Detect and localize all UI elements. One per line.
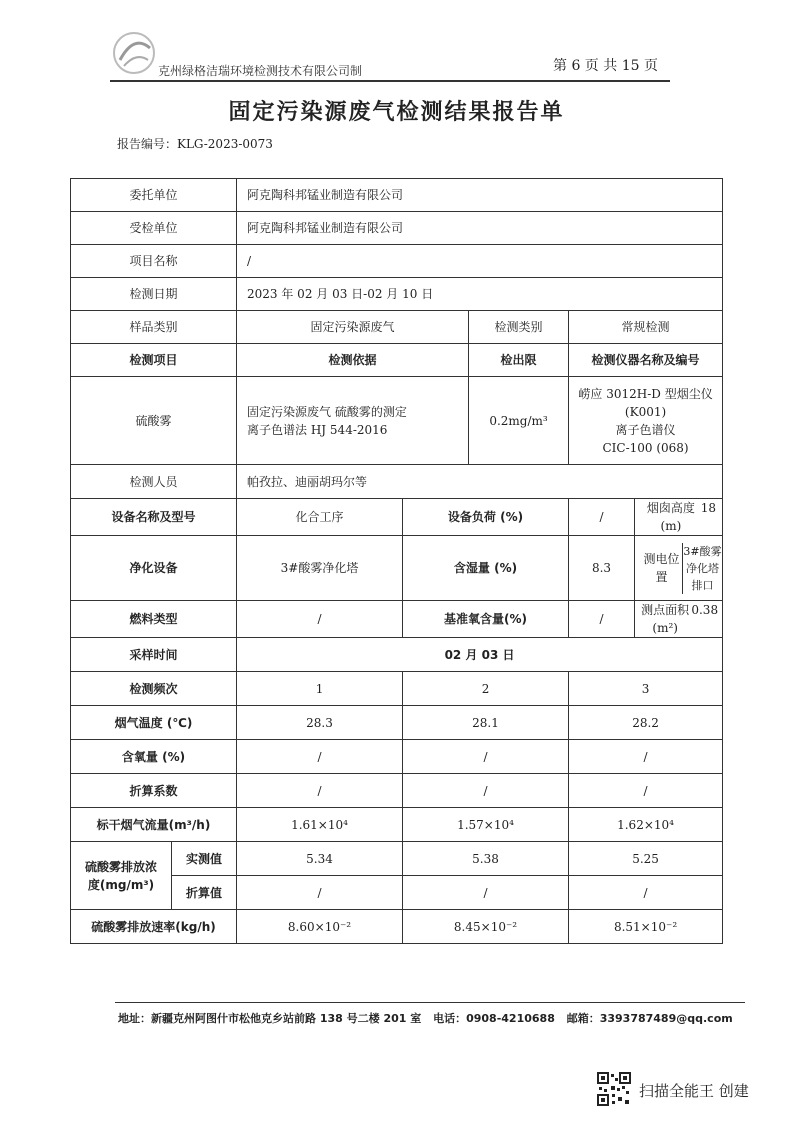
footer <box>118 1010 741 1026</box>
page-title: 固定污染源废气检测结果报告单 <box>228 99 565 125</box>
converted-2: / <box>403 876 569 910</box>
header-divider <box>110 80 670 82</box>
instrument-line1: 崂应 3012H-D 型烟尘仪 <box>578 386 713 401</box>
coef-label: 折算系数 <box>71 774 237 808</box>
row-coefficient <box>71 774 723 808</box>
equipment-name-label: 设备名称及型号 <box>71 499 237 536</box>
fuel-label: 燃料类型 <box>71 601 237 638</box>
instrument-line3: 离子色谱仪 <box>615 422 676 437</box>
row-project <box>71 245 723 278</box>
item-header: 检测项目 <box>71 344 237 377</box>
basis-value <box>237 377 469 465</box>
rate-2: 8.45×10⁻² <box>403 910 569 944</box>
inspected-label: 受检单位 <box>71 212 237 245</box>
basis-header: 检测依据 <box>237 344 469 377</box>
temp-2: 28.1 <box>403 706 569 740</box>
test-type-value: 常规检测 <box>569 311 723 344</box>
oxygen-3: / <box>569 740 723 774</box>
basis-line1: 固定污染源废气 硫酸雾的测定 <box>247 404 407 419</box>
converted-label: 折算值 <box>172 876 237 910</box>
measured-label: 实测值 <box>172 842 237 876</box>
report-number: 报告编号：KLG-2023-0073 <box>117 137 273 151</box>
limit-value: 0.2mg/m³ <box>469 377 569 465</box>
chimney-value: 18 <box>700 501 717 515</box>
sample-type-value: 固定污染源废气 <box>237 311 469 344</box>
temp-3: 28.2 <box>569 706 723 740</box>
row-method <box>71 377 723 465</box>
flow-2: 1.57×10⁴ <box>403 808 569 842</box>
footer-phone: 电话：0908-4210688 <box>433 1012 555 1025</box>
instrument-line2: (K001) <box>624 404 667 419</box>
purify-value: 3#酸雾净化塔 <box>237 536 403 601</box>
purify-label: 净化设备 <box>71 536 237 601</box>
moisture-value: 8.3 <box>569 536 635 601</box>
point-line3: 排口 <box>691 578 714 592</box>
sampling-label: 采样时间 <box>71 638 237 672</box>
row-flow <box>71 808 723 842</box>
client-label: 委托单位 <box>71 179 237 212</box>
row-fuel <box>71 601 723 638</box>
footer-address: 地址：新疆克州阿图什市松他克乡站前路 138 号二楼 201 室 <box>118 1012 422 1025</box>
page-number: 第 6 页 共 15 页 <box>553 58 658 74</box>
row-client <box>71 179 723 212</box>
row-sample-type <box>71 311 723 344</box>
rate-3: 8.51×10⁻² <box>569 910 723 944</box>
coef-1: / <box>237 774 403 808</box>
footer-email: 邮箱：3393787489@qq.com <box>566 1012 733 1025</box>
results-table <box>70 178 723 944</box>
row-oxygen <box>71 740 723 774</box>
measured-1: 5.34 <box>237 842 403 876</box>
flow-3: 1.62×10⁴ <box>569 808 723 842</box>
row-purify <box>71 536 723 601</box>
row-measured <box>71 842 723 876</box>
temp-1: 28.3 <box>237 706 403 740</box>
chimney-label: 烟囱高度 (m) <box>646 501 695 533</box>
project-value: / <box>237 245 723 278</box>
freq-1: 1 <box>237 672 403 706</box>
company-logo <box>110 30 158 76</box>
qr-code-icon <box>597 1072 631 1106</box>
equipment-name-value: 化合工序 <box>237 499 403 536</box>
sampling-date: 02 月 03 日 <box>237 638 723 672</box>
freq-3: 3 <box>569 672 723 706</box>
point-line2: 净化塔 <box>685 561 719 575</box>
area-cell <box>635 601 723 638</box>
converted-3: / <box>569 876 723 910</box>
conc-label-line2: 度(mg/m³) <box>87 877 155 892</box>
basis-line2: 离子色谱法 HJ 544-2016 <box>247 422 388 437</box>
row-date <box>71 278 723 311</box>
oxygen-label: 含氧量 (%) <box>71 740 237 774</box>
area-label: 测点面积(m²) <box>641 603 690 635</box>
moisture-label: 含湿量 (%) <box>403 536 569 601</box>
load-label: 设备负荷 (%) <box>403 499 569 536</box>
row-temperature <box>71 706 723 740</box>
flow-label: 标干烟气流量(m³/h) <box>71 808 237 842</box>
row-inspected <box>71 212 723 245</box>
test-type-label: 检测类别 <box>469 311 569 344</box>
project-label: 项目名称 <box>71 245 237 278</box>
point-cell <box>635 536 723 601</box>
measured-3: 5.25 <box>569 842 723 876</box>
flow-1: 1.61×10⁴ <box>237 808 403 842</box>
personnel-label: 检测人员 <box>71 465 237 499</box>
load-value: / <box>569 499 635 536</box>
footer-divider <box>115 1002 745 1003</box>
row-method-header <box>71 344 723 377</box>
instrument-line4: CIC-100 (068) <box>602 440 689 455</box>
temp-label: 烟气温度 (℃) <box>71 706 237 740</box>
row-rate <box>71 910 723 944</box>
instrument-value <box>569 377 723 465</box>
scanner-watermark: 扫描全能王 创建 <box>639 1082 749 1100</box>
limit-header: 检出限 <box>469 344 569 377</box>
measured-2: 5.38 <box>403 842 569 876</box>
point-line1: 3#酸雾 <box>683 544 722 558</box>
oxygen-ref-value: / <box>569 601 635 638</box>
oxygen-1: / <box>237 740 403 774</box>
row-personnel <box>71 465 723 499</box>
freq-2: 2 <box>403 672 569 706</box>
client-value: 阿克陶科邦锰业制造有限公司 <box>237 179 723 212</box>
personnel-value: 帕孜拉、迪丽胡玛尔等 <box>237 465 723 499</box>
rate-label: 硫酸雾排放速率(kg/h) <box>71 910 237 944</box>
row-equipment <box>71 499 723 536</box>
point-value <box>682 543 722 594</box>
rate-1: 8.60×10⁻² <box>237 910 403 944</box>
converted-1: / <box>237 876 403 910</box>
oxygen-ref-label: 基准氧含量(%) <box>403 601 569 638</box>
inspected-value: 阿克陶科邦锰业制造有限公司 <box>237 212 723 245</box>
company-name: 克州绿格洁瑞环境检测技术有限公司制 <box>158 64 363 78</box>
freq-label: 检测频次 <box>71 672 237 706</box>
row-sampling <box>71 638 723 672</box>
conc-label <box>71 842 172 910</box>
coef-3: / <box>569 774 723 808</box>
date-value: 2023 年 02 月 03 日-02 月 10 日 <box>237 278 723 311</box>
instrument-header: 检测仪器名称及编号 <box>569 344 723 377</box>
fuel-value: / <box>237 601 403 638</box>
coef-2: / <box>403 774 569 808</box>
point-label: 测电位置 <box>643 552 680 584</box>
oxygen-2: / <box>403 740 569 774</box>
row-frequency <box>71 672 723 706</box>
chimney-cell <box>635 499 723 536</box>
item-value: 硫酸雾 <box>71 377 237 465</box>
conc-label-line1: 硫酸雾排放浓 <box>84 859 157 874</box>
date-label: 检测日期 <box>71 278 237 311</box>
area-value: 0.38 <box>691 603 719 617</box>
sample-type-label: 样品类别 <box>71 311 237 344</box>
